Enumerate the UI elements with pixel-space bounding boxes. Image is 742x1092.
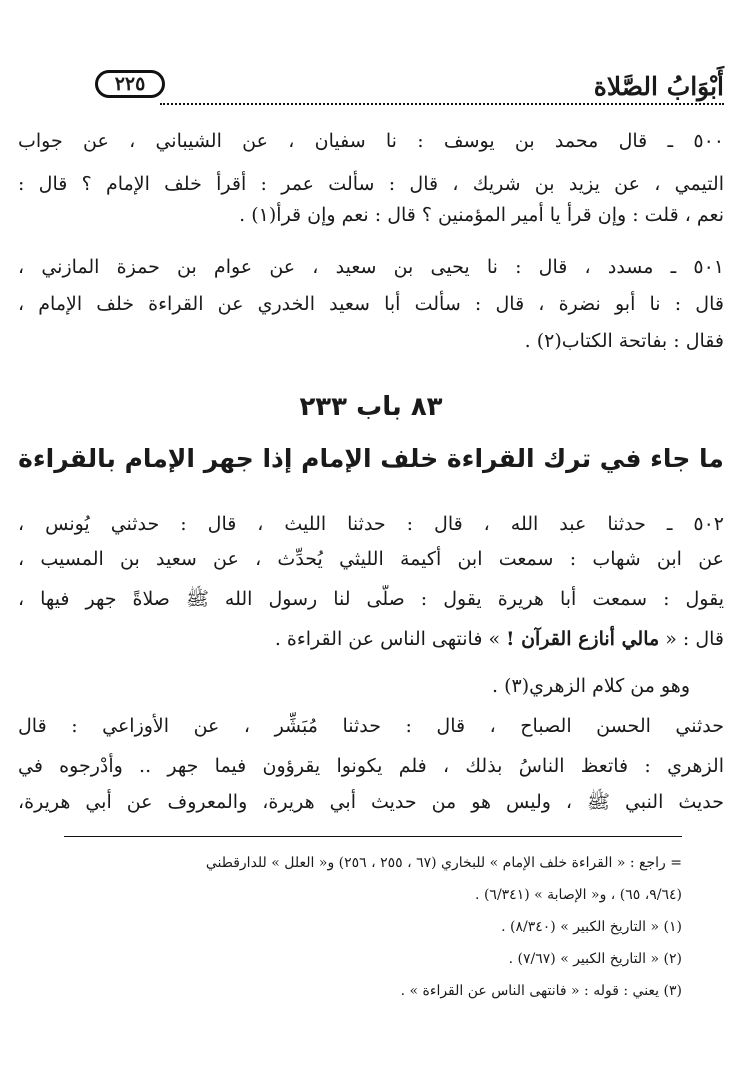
footnote-2: (٢) « التاريخ الكبير » (٧/٦٧) . xyxy=(508,951,682,967)
line4-suffix: » فانتهى الناس عن القراءة . xyxy=(274,628,507,650)
hadith-500-line-1: ٥٠٠ ـ قال محمد بن يوسف : نا سفيان ، عن الشيباني ، عن جواب xyxy=(18,130,724,152)
page-number: ٢٢٥ xyxy=(95,70,165,98)
footnote-3: (٣) يعني : قوله : « فانتهى الناس عن القراءة » . xyxy=(400,983,682,999)
zuhri-note-line: وهو من كلام الزهري(٣) . xyxy=(492,675,690,697)
hasan-narration-line-2: الزهري : فاتعظ الناسُ بذلك ، فلم يكونوا يقرؤون فيما جهر .. وأَدْرجوه في xyxy=(18,755,724,777)
hadith-502-line-2: عن ابن شهاب : سمعت ابن أكيمة الليثي يُحدِّث ، عن سعيد بن المسيب ، xyxy=(18,548,724,570)
prophet-quote: مالي أنازع القرآن ! xyxy=(506,628,660,650)
running-header-title: أَبْوَابُ الصَّلاة xyxy=(593,72,724,101)
hadith-501-line-3: فقال : بفاتحة الكتاب(٢) . xyxy=(524,330,724,352)
hasan-narration-line-1: حدثني الحسن الصباح ، قال : حدثنا مُبَشِّر ، عن الأوزاعي : قال xyxy=(18,715,724,737)
footnote-1: (١) « التاريخ الكبير » (٨/٣٤٠) . xyxy=(501,919,682,935)
header-divider xyxy=(160,103,724,105)
hadith-502-line-3: يقول : سمعت أبا هريرة يقول : صلَّى لنا رسول الله ﷺ صلاةً جهر فيها ، xyxy=(18,588,724,610)
hasan-narration-line-3: حديث النبي ﷺ ، وليس هو من حديث أبي هريرة، والمعروف عن أبي هريرة، xyxy=(18,791,724,813)
hadith-501-line-2: قال : نا أبو نضرة ، قال : سألت أبا سعيد الخدري عن القراءة خلف الإمام ، xyxy=(18,293,724,315)
hadith-502-line-1: ٥٠٢ ـ حدثنا عبد الله ، قال : حدثنا الليث ، قال : حدثني يُونس ، xyxy=(18,513,724,535)
footnote-divider xyxy=(64,836,682,837)
line4-prefix: قال : « xyxy=(659,628,724,650)
chapter-heading: ما جاء في ترك القراءة خلف الإمام إذا جهر الإمام بالقراءة xyxy=(18,444,724,473)
hadith-502-line-4 xyxy=(18,625,724,653)
hadith-500-line-3: نعم ، قلت : وإن قرأ يا أمير المؤمنين ؟ قال : نعم وإن قرأ(١) . xyxy=(239,204,724,226)
hadith-501-line-1: ٥٠١ ـ مسدد ، قال : نا يحيى بن سعيد ، عن عوام بن حمزة المازني ، xyxy=(18,256,724,278)
chapter-number: ٨٣ باب ٢٣٣ xyxy=(299,392,443,422)
hadith-500-line-2: التيمي ، عن يزيد بن شريك ، قال : سألت عمر : أقرأ خلف الإمام ؟ قال : xyxy=(18,173,724,195)
footnote-continuation-2: (٩/٦٤، ٦٥) ، و« الإصابة » (٦/٣٤١) . xyxy=(475,887,682,903)
footnote-continuation-1: = راجع : « القراءة خلف الإمام » للبخاري (٦٧ ، ٢٥٥ ، ٢٥٦) و« العلل » للدارقطني xyxy=(205,855,682,871)
